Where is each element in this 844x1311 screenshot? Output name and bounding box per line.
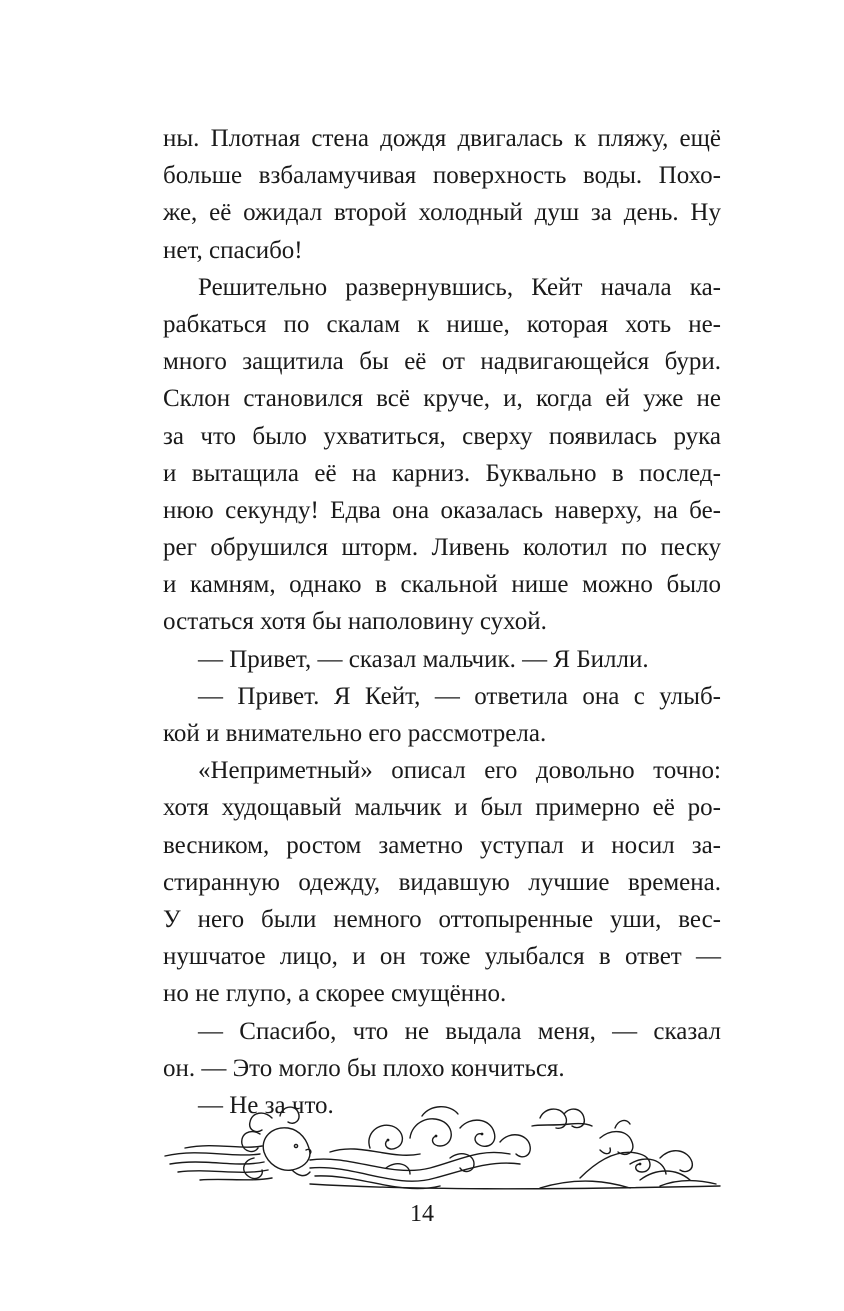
wind-and-waves-ornament-icon [160,1098,722,1198]
text-line: и камням, однако в скальной нише можно было [163,571,721,599]
text-line: Решительно развернувшись, Кейт начала ка- [198,273,721,301]
text-line: весником, ростом заметно уступал и носил за- [163,831,721,859]
text-line: — Спасибо, что не выдала меня, — сказал [198,1017,721,1045]
text-line: У него были немного оттопыренные уши, вес- [163,905,721,933]
text-line: рабкаться по скалам к нише, которая хоть не- [163,310,721,338]
text-line: за что было ухватиться, сверху появилась рука [163,422,721,450]
text-line: и вытащила её на карниз. Буквально в послед- [163,459,721,487]
text-line: ны. Плотная стена дождя двигалась к пляжу, ещё [163,125,721,152]
text-line: но не глупо, а скорее смущённо. [163,980,507,1008]
text-line: — Привет, — сказал мальчик. — Я Билли. [198,645,649,673]
text-line: стиранную одежду, видавшую лучшие времена. [163,868,721,896]
text-line: кой и внимательно его рассмотрела. [163,720,547,747]
text-line: Склон становился всё круче, и, когда ей уже не [163,385,721,413]
body-text [163,120,721,1124]
text-line: остаться хотя бы наполовину сухой. [163,608,547,636]
text-line: больше взбаламучивая поверхность воды. Похо- [163,162,721,190]
text-line: хотя худощавый мальчик и был примерно её ро- [163,794,721,822]
text-line: нет, спасибо! [163,236,303,264]
page-number: 14 [410,1201,434,1227]
text-line: нюю секунду! Едва она оказалась наверху, на бе- [163,496,721,524]
text-line: он. — Это могло бы плохо кончиться. [163,1054,565,1082]
text-line: много защитила бы её от надвигающейся бури. [163,348,721,376]
text-line: — Привет. Я Кейт, — ответила она с улыб- [198,682,721,710]
text-line: «Неприметный» описал его довольно точно: [198,757,721,785]
text-line: рег обрушился шторм. Ливень колотил по песку [163,534,721,562]
text-line: же, её ожидал второй холодный душ за день. Ну [163,199,721,227]
text-line: нушчатое лицо, и он тоже улыбался в ответ — [163,943,721,971]
text-line: — Не за что. [198,1091,334,1119]
